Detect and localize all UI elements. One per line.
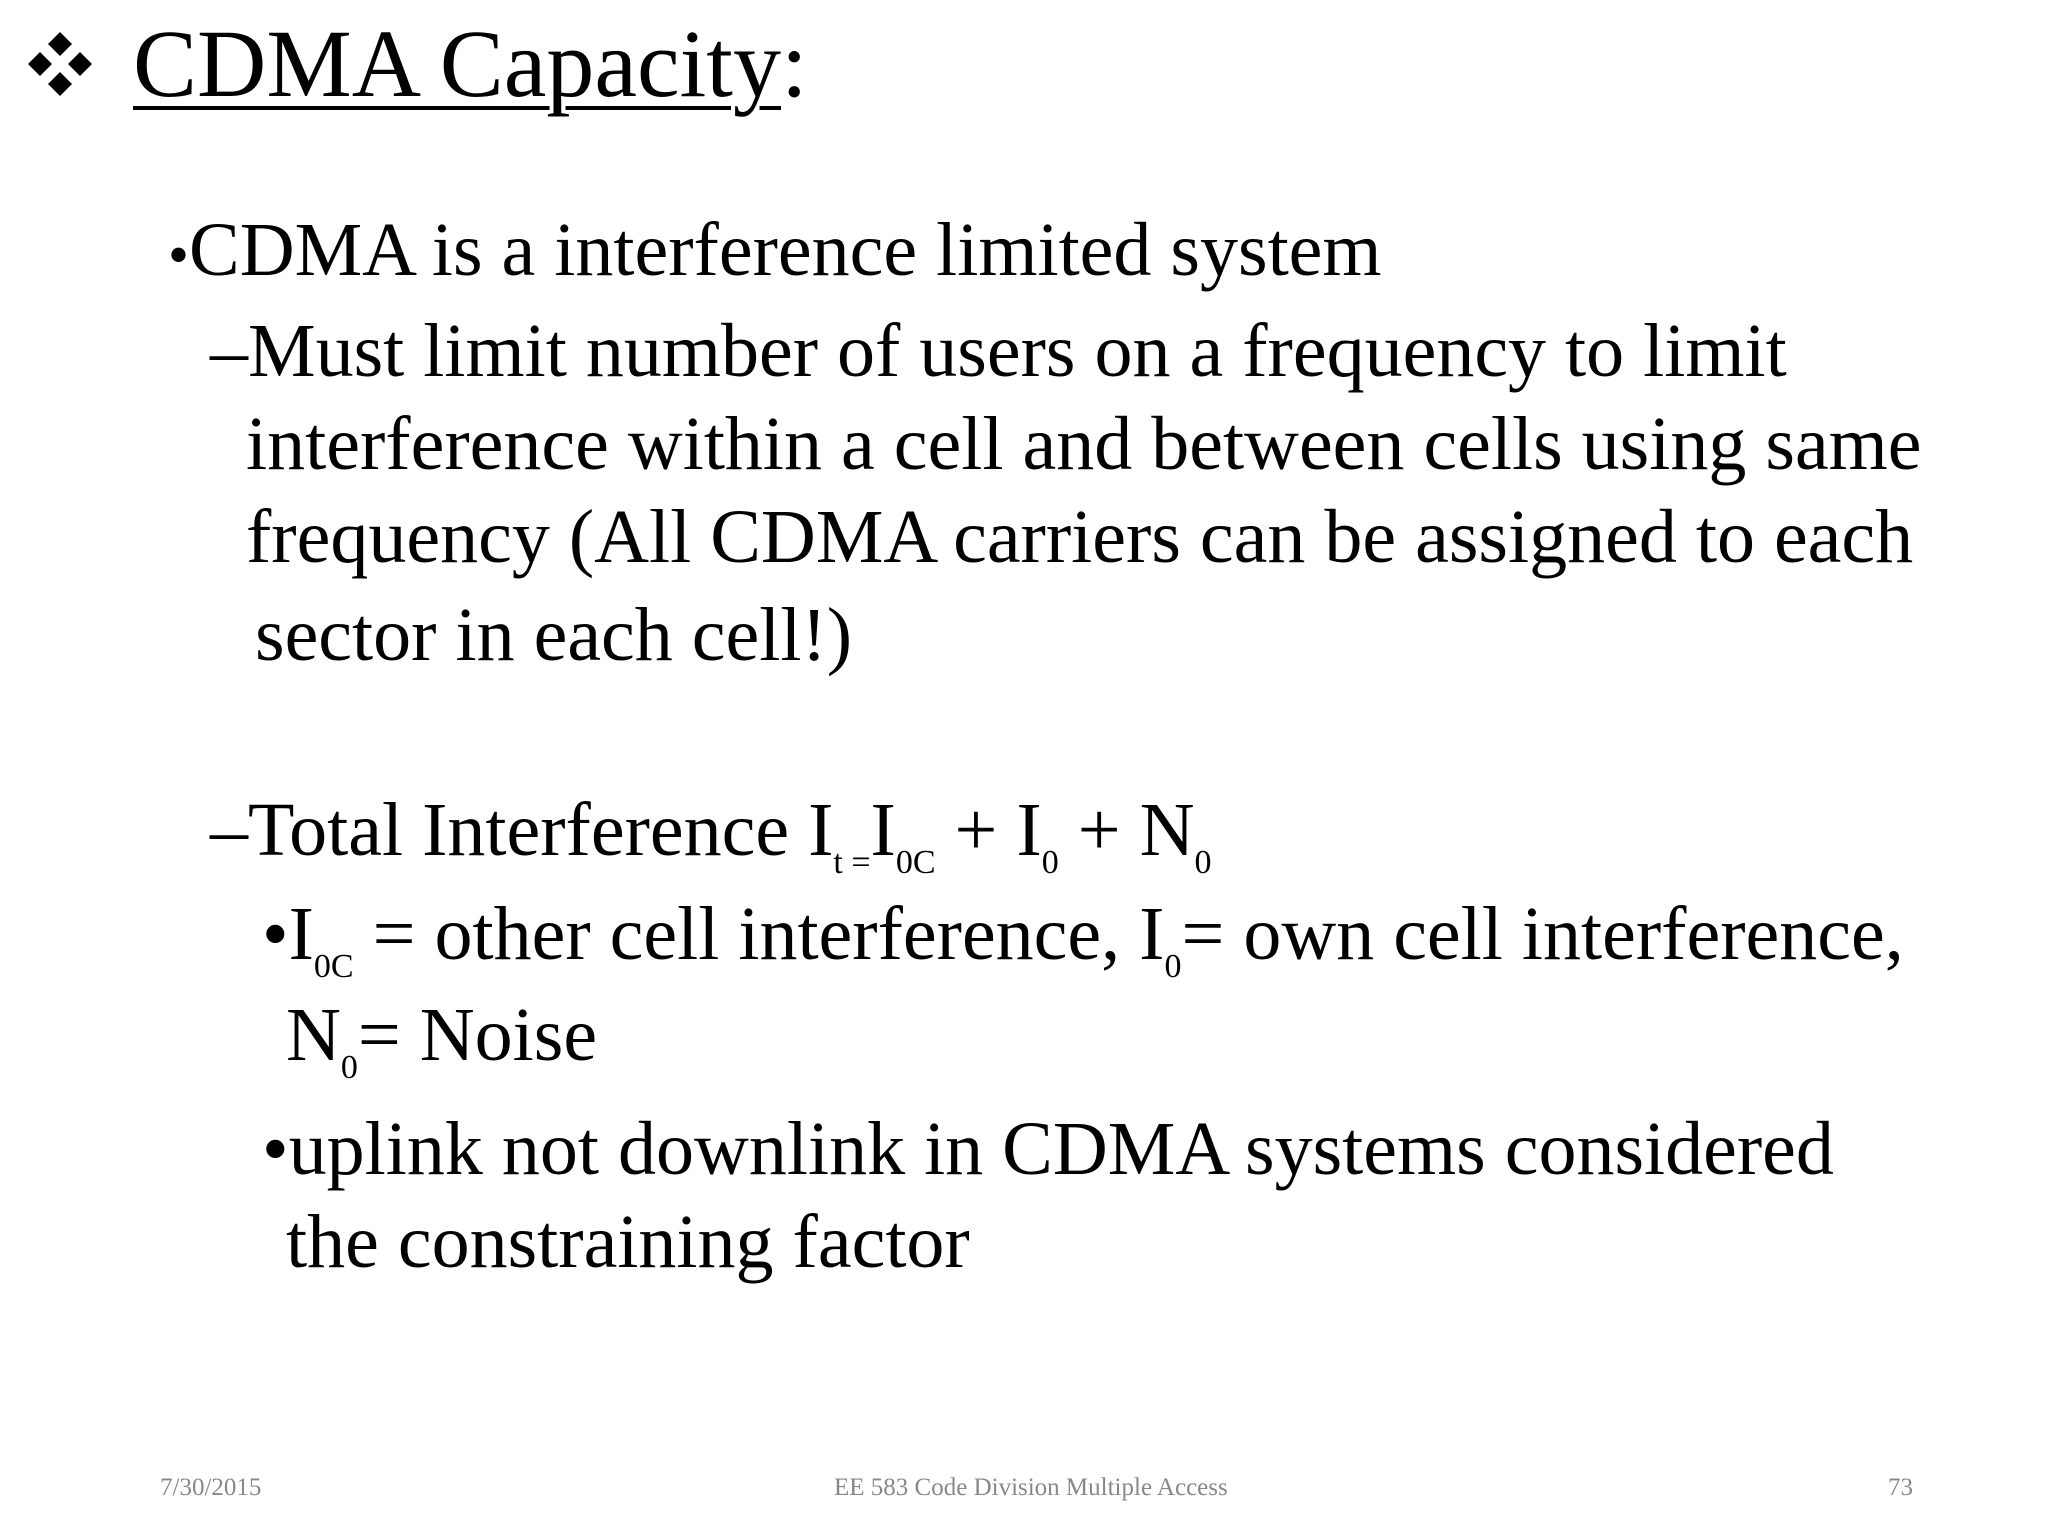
title-colon: : bbox=[780, 10, 808, 117]
bullet-marker: • bbox=[262, 892, 289, 976]
footer-course-title: EE 583 Code Division Multiple Access bbox=[834, 1474, 1228, 1501]
sub-bullet-2-line-1: •uplink not downlink in CDMA systems considered bbox=[262, 1107, 1834, 1191]
bullet-1 bbox=[168, 206, 1382, 299]
footer-date: 7/30/2015 bbox=[160, 1474, 262, 1501]
footer-page-number: 73 bbox=[1888, 1474, 1913, 1501]
total-interference-formula: –Total Interference $I_{t =}I_{0C} + I_0 + N_0$ bbox=[210, 788, 1212, 881]
dash-marker: – bbox=[210, 788, 248, 872]
title-text: CDMA Capacity bbox=[133, 10, 781, 117]
bullet-1-text: CDMA is a interference limited system bbox=[189, 208, 1382, 292]
dash-1-line-2: interference within a cell and between cells using same bbox=[246, 402, 1922, 486]
sub-bullet-1-line-1: $•I_{0C}$ = other cell interference, $I_0=$ own cell interference, bbox=[262, 892, 1904, 985]
dash-1-line-4: sector in each cell!) bbox=[255, 593, 853, 677]
dash-1-line-3: frequency (All CDMA carriers can be assigned to each bbox=[246, 495, 1914, 579]
dash-1-line-1: –Must limit number of users on a frequency to limit bbox=[210, 309, 1787, 393]
sub-bullet-2-line-2: the constraining factor bbox=[286, 1200, 970, 1284]
bullet-marker: • bbox=[262, 1107, 289, 1191]
bullet-marker: • bbox=[168, 222, 190, 288]
sub-bullet-1-line-2: $N_0=$ Noise bbox=[286, 993, 598, 1086]
four-diamond-bullet-icon bbox=[26, 30, 94, 98]
dash-marker: – bbox=[210, 309, 248, 393]
slide-title bbox=[133, 8, 808, 120]
